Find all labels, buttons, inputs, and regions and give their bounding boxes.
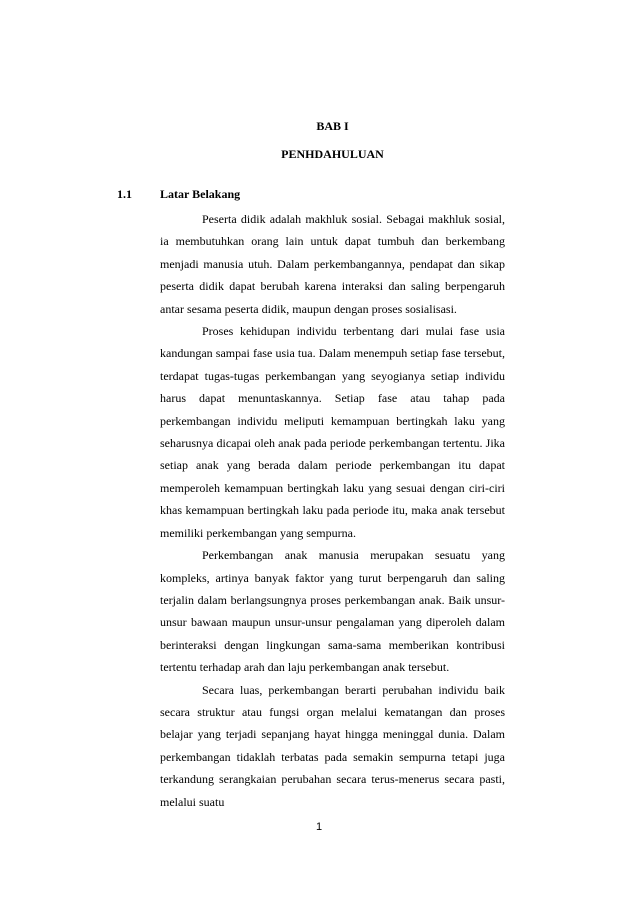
paragraph: Secara luas, perkembangan berarti perubahan individu baik secara struktur atau fungsi organ melalui kematangan dan proses belajar yang terjadi sepanjang hayat hingga meninggal dunia. Dalam perkembangan tidaklah terbatas pada semakin sempurna tetapi juga terkandung serangkaian perubahan secara terus-menerus secara pasti, melalui suatu bbox=[160, 682, 505, 809]
section-number: 1.1 bbox=[117, 187, 132, 201]
section-title: Latar Belakang bbox=[160, 187, 241, 201]
paragraph: Proses kehidupan individu terbentang dari mulai fase usia kandungan sampai fase usia tua. Dalam menempuh setiap fase tersebut, terdapat tugas-tugas perkembangan yang seyogianya setiap individu harus dapat menuntaskannya. Setiap fase atau tahap pada perkembangan individu meliputi kemampuan bertingkah laku yang seharusnya dicapai oleh anak pada periode perkembangan tertentu. Jika setiap anak yang berada dalam periode perkembangan itu dapat memperoleh kemampuan bertingkah laku yang sesuai dengan ciri-ciri khas kemampuan bertingkah laku pada periode itu, maka anak tersebut memiliki perkembangan yang sempurna. bbox=[160, 324, 505, 540]
body-text bbox=[160, 208, 505, 813]
chapter-number: BAB I bbox=[316, 119, 349, 133]
paragraph: Perkembangan anak manusia merupakan sesuatu yang kompleks, artinya banyak faktor yang turut berpengaruh dan saling terjalin dalam berlangsungnya proses perkembangan anak. Baik unsur-unsur bawaan maupun unsur-unsur pengalaman yang diperoleh dalam berinteraksi dengan lingkungan sama-sama memberikan kontribusi tertentu terhadap arah dan laju perkembangan anak tersebut. bbox=[160, 548, 505, 675]
paragraph: Peserta didik adalah makhluk sosial. Sebagai makhluk sosial, ia membutuhkan orang lain untuk dapat tumbuh dan berkembang menjadi manusia utuh. Dalam perkembangannya, pendapat dan sikap peserta didik dapat berubah karena interaksi dan saling berpengaruh antar sesama peserta didik, maupun dengan proses sosialisasi. bbox=[160, 212, 505, 316]
chapter-title: PENHDAHULUAN bbox=[281, 147, 384, 161]
page-number: 1 bbox=[315, 821, 323, 833]
